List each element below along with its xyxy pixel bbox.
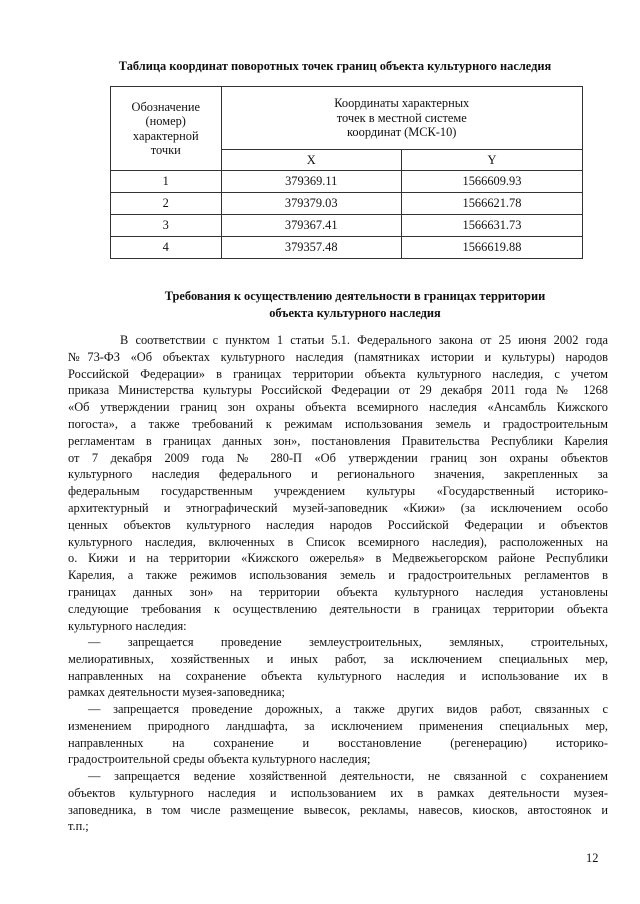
text-line: «Об утверждении границ зон охраны объекта всемирного наследия «Ансамбль Кижского	[68, 400, 608, 415]
text-line: градостроительной среды объекта культурного наследия;	[68, 752, 371, 767]
text-line: федеральным государственным учреждением культуры «Государственный историко-	[68, 484, 608, 499]
text-line: рамках деятельности музея-заповедника;	[68, 685, 285, 700]
header-point-line: точки	[150, 143, 181, 157]
requirement-item-3	[68, 768, 608, 835]
text-line: культурного наследия федерального и регионального значения, закрепленных за	[68, 467, 608, 482]
page-number: 12	[586, 851, 599, 865]
requirement-item-1	[68, 634, 608, 701]
coord-x: 379369.11	[221, 171, 401, 193]
text-line: культурного наследия, включенных в Список всемирного наследия), расположенных на	[68, 534, 608, 549]
header-coords-line: Координаты характерных	[334, 96, 470, 111]
text-line: — запрещается проведение землеустроительных, земляных, строительных,	[88, 635, 608, 649]
text-line: — запрещается проведение дорожных, а также других видов работ, связанных с	[88, 702, 608, 716]
coord-y: 1566609.93	[401, 171, 582, 193]
coord-y: 1566621.78	[401, 193, 582, 215]
text-line: Карелия, а также режимов использования земель и градостроительных регламентов в	[68, 568, 608, 583]
coord-x: 379367.41	[221, 215, 401, 237]
table-row	[111, 171, 583, 193]
text-line: ценных объектов культурного наследия народов Российской Федерации и объектов	[68, 517, 608, 532]
text-line: №73-ФЗ «Об объектах культурного наследия (памятниках истории и культуры) народов	[68, 349, 608, 364]
point-number: 3	[111, 215, 222, 237]
table-row	[111, 215, 583, 237]
text-line: направленных на сохранение объекта культурного наследия и использование их в	[68, 668, 608, 683]
section-title	[90, 288, 620, 322]
header-point-line: (номер)	[145, 114, 186, 128]
intro-paragraph	[68, 332, 608, 634]
text-line: архитектурный и этнографический музей-заповедник «Кижи» (за исключением особо	[68, 500, 608, 515]
text-line: заповедника, в том числе размещение вывесок, рекламы, навесов, киосков, автостоянок и	[68, 802, 608, 817]
text-line: границах данных зон» на территории объекта культурного наследия установлены	[68, 584, 608, 599]
header-coords-cell	[221, 87, 583, 150]
point-number: 1	[111, 171, 222, 193]
text-line: т.п.;	[68, 819, 89, 834]
section-title-line: Требования к осуществлению деятельности в границах территории	[164, 289, 546, 303]
coordinates-table	[110, 86, 583, 259]
text-line: мелиоративных, хозяйственных и иных работ, за исключением специальных мер,	[68, 651, 608, 666]
header-point-cell	[111, 87, 222, 171]
table-row	[111, 237, 583, 259]
text-line: погоста», а также требований к режимам использования земель и градостроительным	[68, 416, 608, 431]
point-number: 4	[111, 237, 222, 259]
coord-x: 379357.48	[221, 237, 401, 259]
header-x: X	[221, 150, 401, 171]
coord-y: 1566631.73	[401, 215, 582, 237]
text-line: приказа Министерства культуры Российской Федерации от 29 декабря 2011 года № 1268	[68, 383, 608, 398]
text-line: изменением природного ландшафта, за исключением применения специальных мер,	[68, 718, 608, 733]
table-row	[111, 193, 583, 215]
header-point-line: Обозначение	[131, 99, 200, 114]
header-point-line: характерной	[132, 128, 199, 143]
text-line: следующие требования к осуществлению деятельности в границах территории объекта	[68, 601, 608, 616]
text-line: объектов культурного наследия и использованием их в рамках деятельности музея-	[68, 785, 608, 800]
coord-y: 1566619.88	[401, 237, 582, 259]
header-coords-line: точек в местной системе	[336, 110, 467, 125]
text-line: о. Кижи и на территории «Кижского ожерелья» в Медвежьегорском районе Республики	[68, 551, 608, 566]
text-line: культурного наследия:	[68, 618, 187, 633]
point-number: 2	[111, 193, 222, 215]
text-line: регламентам в границах данных зон», постановления Правительства Республики Карелия	[68, 433, 608, 448]
header-y: Y	[401, 150, 582, 171]
section-title-line: объекта культурного наследия	[269, 306, 441, 320]
text-line: направленных на сохранение и восстановление (регенерацию) историко-	[68, 735, 608, 750]
table-title: Таблица координат поворотных точек границ объекта культурного наследия	[118, 59, 552, 73]
text-line: Российской Федерации» в границах территории объекта культурного наследия, с учетом	[68, 366, 608, 381]
text-line: В соответствии с пунктом 1 статьи 5.1. Федерального закона от 25 июня 2002 года	[120, 333, 608, 347]
text-line: — запрещается ведение хозяйственной деятельности, не связанной с сохранением	[88, 769, 608, 783]
header-coords-line: координат (МСК-10)	[347, 125, 457, 140]
text-line: от 7 декабря 2009 года № 280-П «Об утверждении границ зон охраны объектов	[68, 450, 608, 465]
coord-x: 379379.03	[221, 193, 401, 215]
requirement-item-2	[68, 701, 608, 768]
